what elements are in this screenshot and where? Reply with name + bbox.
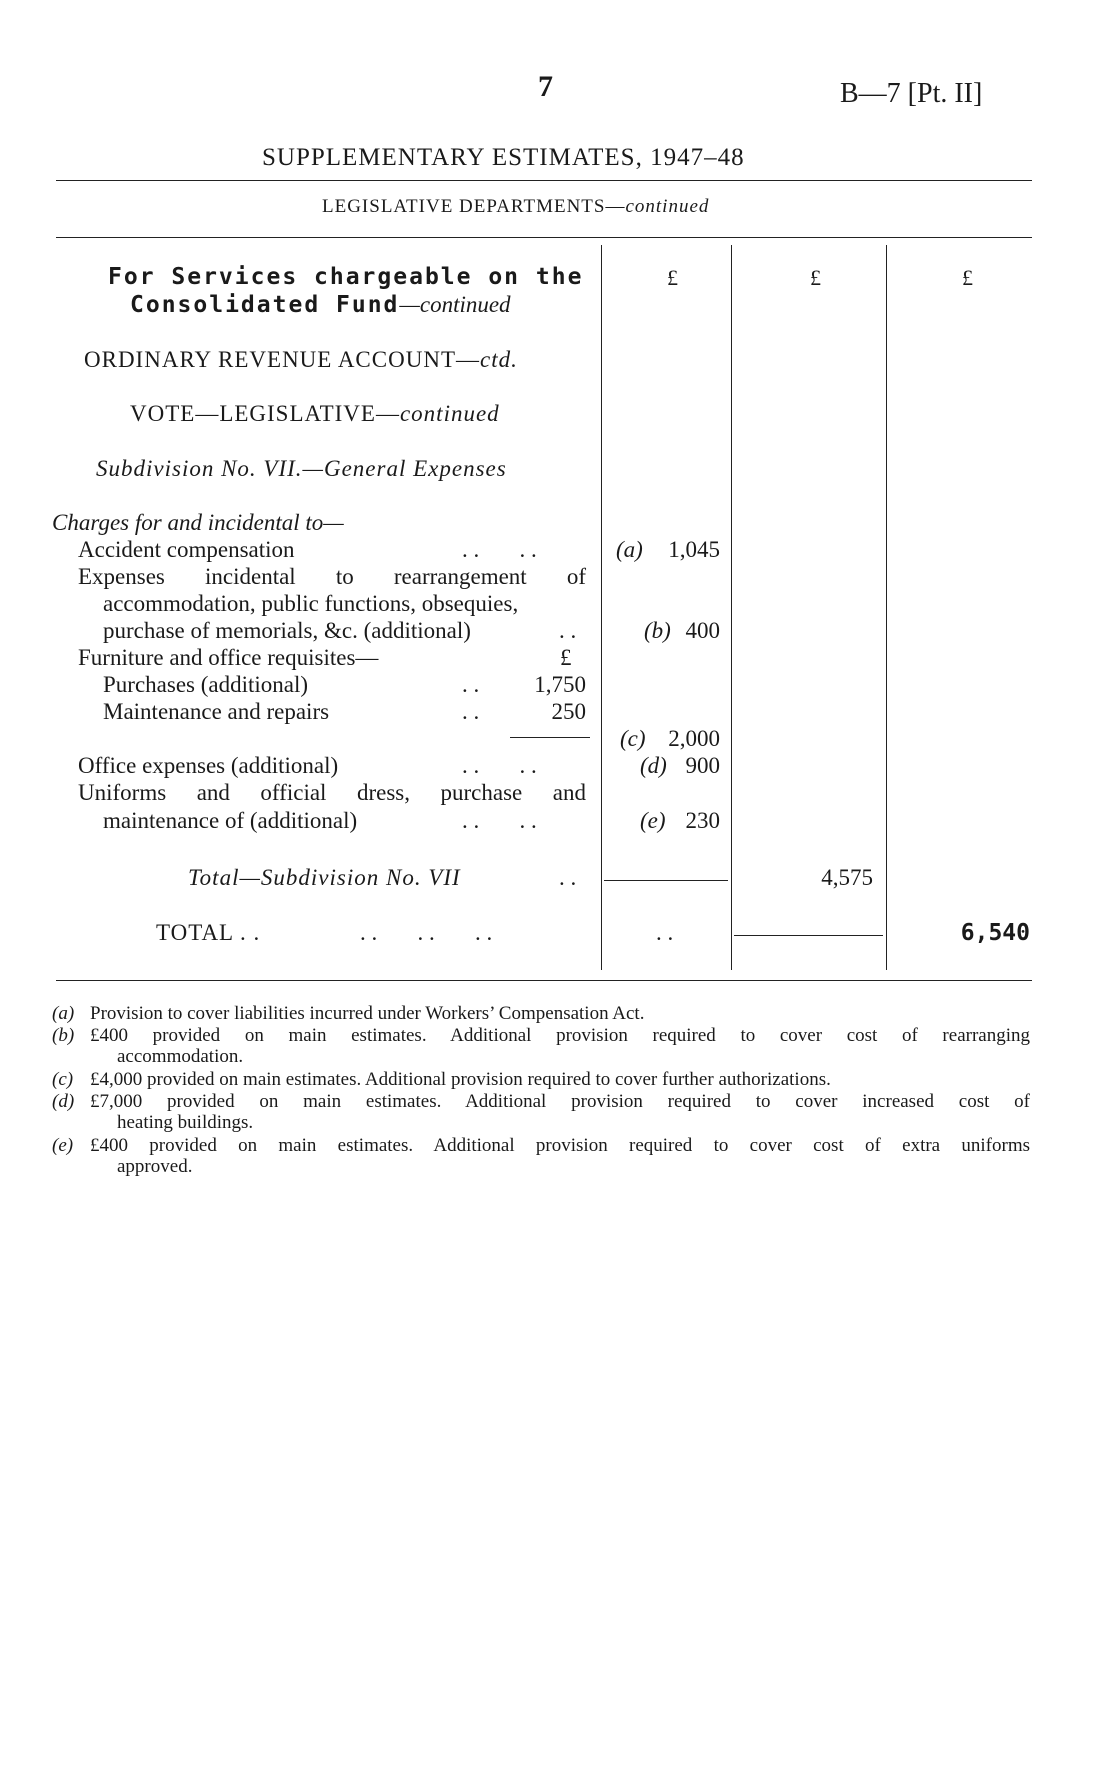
footnote-d-text: £7,000 provided on main estimates. Additional provision required to cover increased cost of: [90, 1091, 1030, 1112]
column-2-total-rule: [734, 935, 883, 936]
vote-continued: continued: [399, 401, 500, 426]
table-top-rule: [56, 237, 1032, 238]
office-amount: 900: [685, 753, 720, 778]
column-rule-3: [886, 245, 887, 970]
vote-main: VOTE—LEGISLATIVE—: [130, 401, 400, 426]
footnote-c-text: £4,000 provided on main estimates. Additional provision required to cover further authorizations.: [90, 1069, 831, 1090]
subdivision-total-label: Total—Subdivision No. VII: [188, 865, 461, 890]
page-reference: B—7 [Pt. II]: [840, 78, 983, 109]
department-subtitle: [322, 196, 709, 218]
footnote-a-ref: (a): [52, 1003, 75, 1024]
purchases-dots: . .: [462, 672, 480, 697]
column-rule-1: [601, 245, 602, 970]
furniture-subtotal-rule: [510, 737, 590, 738]
furniture-ref: (c): [620, 726, 646, 751]
uniforms-ref: (e): [640, 808, 666, 833]
grand-total-label: TOTAL . .: [156, 920, 261, 945]
column-1-currency: £: [667, 265, 678, 290]
subdivision-total-dots: . .: [559, 865, 577, 890]
subdivision-heading: Subdivision No. VII.—General Expenses: [96, 456, 507, 481]
accident-dots: . . . .: [462, 537, 537, 562]
services-heading-line1: For Services chargeable on the: [108, 264, 584, 290]
page-title: SUPPLEMENTARY ESTIMATES, 1947–48: [262, 144, 745, 171]
expenses-line1: Expenses incidental to rearrangement of: [78, 564, 586, 589]
maintenance-amount: 250: [551, 699, 586, 724]
expenses-ref: (b): [644, 618, 671, 643]
title-rule: [56, 180, 1032, 181]
office-label: Office expenses (additional): [78, 753, 339, 778]
expenses-amount: 400: [685, 618, 720, 643]
uniforms-line1: Uniforms and official dress, purchase and: [78, 780, 586, 805]
column-1-total-rule: [604, 880, 728, 881]
maintenance-label: Maintenance and repairs: [103, 699, 330, 724]
purchases-amount: 1,750: [534, 672, 586, 697]
vote-heading: [130, 401, 500, 427]
subtitle-main: LEGISLATIVE DEPARTMENTS—: [322, 196, 626, 217]
furniture-amount: 2,000: [668, 726, 720, 751]
footnote-d-ref: (d): [52, 1091, 75, 1112]
footnote-c-ref: (c): [52, 1069, 74, 1090]
subtitle-continued: continued: [625, 196, 710, 217]
footnote-b-cont: accommodation.: [117, 1046, 244, 1067]
uniforms-amount: 230: [685, 808, 720, 833]
footnote-e-text: £400 provided on main estimates. Additional provision required to cover cost of extra uniforms: [90, 1135, 1030, 1156]
uniforms-dots: . . . .: [462, 808, 537, 833]
column-2-currency: £: [810, 265, 821, 290]
furniture-label: Furniture and office requisites—: [78, 645, 379, 670]
services-heading-line2: [130, 292, 511, 318]
footnote-a-text: Provision to cover liabilities incurred under Workers’ Compensation Act.: [90, 1003, 645, 1024]
grand-total-dots: . . . . . .: [360, 920, 493, 945]
accident-amount: 1,045: [668, 537, 720, 562]
page-number: 7: [538, 70, 553, 103]
column-rule-2: [731, 245, 732, 970]
maintenance-dots: . .: [462, 699, 480, 724]
account-main: ORDINARY REVENUE ACCOUNT—: [84, 347, 480, 372]
footnote-e-cont: approved.: [117, 1156, 193, 1177]
footnote-b-ref: (b): [52, 1025, 75, 1046]
consolidated-fund: Consolidated Fund: [130, 292, 400, 318]
uniforms-line2: maintenance of (additional): [103, 808, 358, 833]
office-ref: (d): [640, 753, 667, 778]
expenses-dots: . .: [559, 618, 577, 643]
account-heading: [84, 347, 518, 373]
office-dots: . . . .: [462, 753, 537, 778]
account-ctd: ctd.: [480, 347, 518, 372]
table-bottom-rule: [56, 980, 1032, 981]
footnote-e-ref: (e): [52, 1135, 74, 1156]
footnote-d-cont: heating buildings.: [117, 1112, 254, 1133]
accident-label: Accident compensation: [78, 537, 295, 562]
purchases-label: Purchases (additional): [103, 672, 309, 697]
charges-intro: Charges for and incidental to—: [52, 510, 344, 535]
furniture-pound: £: [560, 645, 572, 670]
expenses-line2: accommodation, public functions, obsequies,: [103, 591, 519, 616]
grand-total-col1-dots: . .: [656, 920, 674, 945]
footnote-b-text: £400 provided on main estimates. Additional provision required to cover cost of rearranging: [90, 1025, 1030, 1046]
subdivision-total-amount: 4,575: [821, 865, 873, 890]
accident-ref: (a): [616, 537, 643, 562]
expenses-line3: purchase of memorials, &c. (additional): [103, 618, 471, 643]
grand-total-amount: 6,540: [960, 920, 1030, 946]
heading-continued: —continued: [399, 292, 511, 317]
column-3-currency: £: [962, 265, 973, 290]
